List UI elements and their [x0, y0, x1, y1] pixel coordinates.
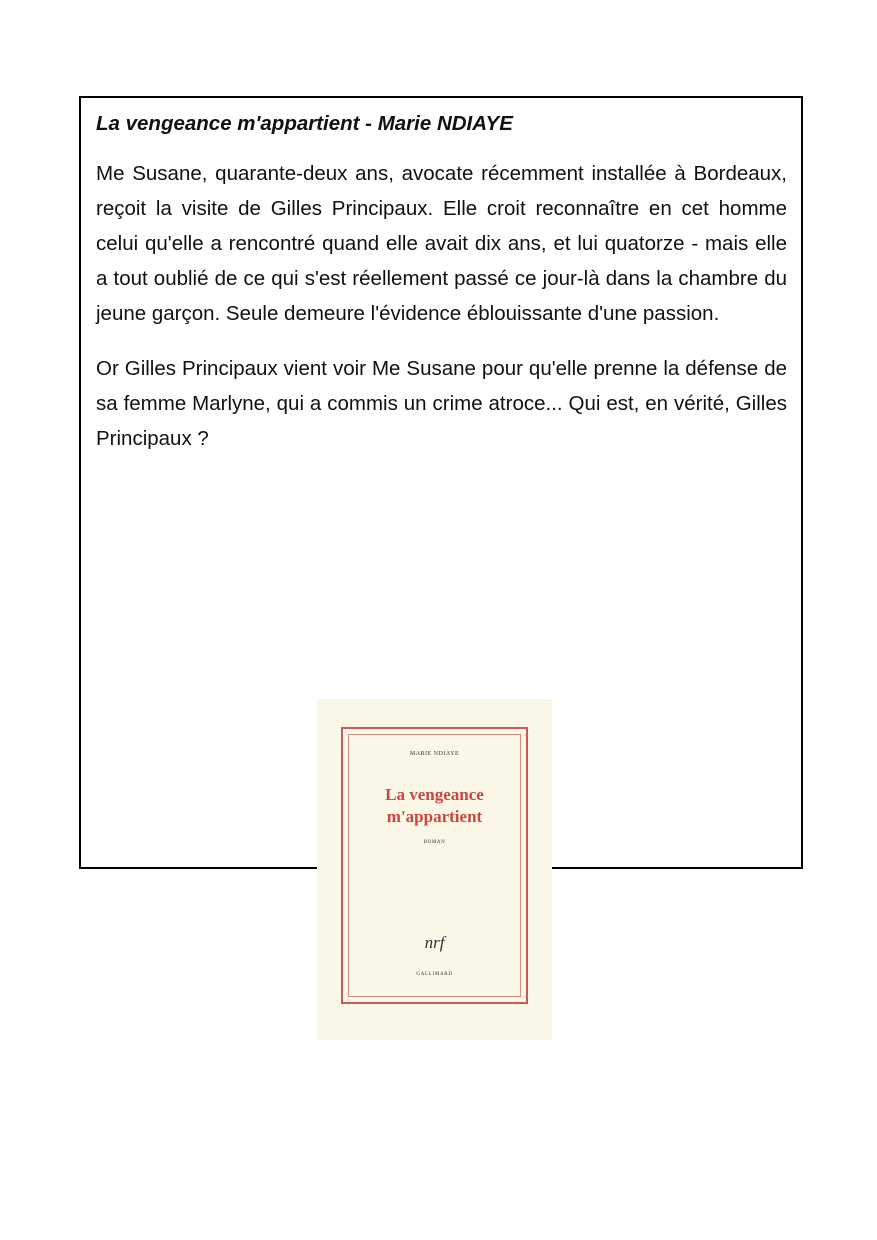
cover-title-line-1: La vengeance: [385, 785, 484, 804]
document-title: La vengeance m'appartient - Marie NDIAYE: [96, 112, 513, 135]
cover-nrf-logo: nrf: [424, 933, 445, 952]
book-cover-image: [317, 699, 552, 1040]
cover-inner-border: [348, 734, 521, 997]
cover-title-line-2: m'appartient: [386, 807, 483, 826]
paragraph-2: Or Gilles Principaux vient voir Me Susane pour qu'elle prenne la défense de sa femme Marlyne, qui a commis un crime atroce... Qui est, en vérité, Gilles Principaux ?: [96, 357, 787, 450]
document-content: [96, 107, 787, 476]
cover-genre: ROMAN: [423, 840, 446, 845]
cover-title: [349, 784, 520, 828]
cover-border: [341, 727, 528, 1004]
cover-author: MARIE NDIAYE: [409, 751, 460, 757]
paragraph-1: Me Susane, quarante-deux ans, avocate récemment installée à Bordeaux, reçoit la visite de Gilles Principaux. Elle croit reconnaître en cet homme celui qu'elle a rencontré quand elle avait dix ans, et lui quatorze - mais elle a tout oublié de ce qui s'est réellement passé ce jour-là dans la chambre du jeune garçon. Seule demeure l'évidence éblouissante d'une passion.: [96, 162, 787, 325]
cover-publisher: GALLIMARD: [416, 972, 453, 977]
